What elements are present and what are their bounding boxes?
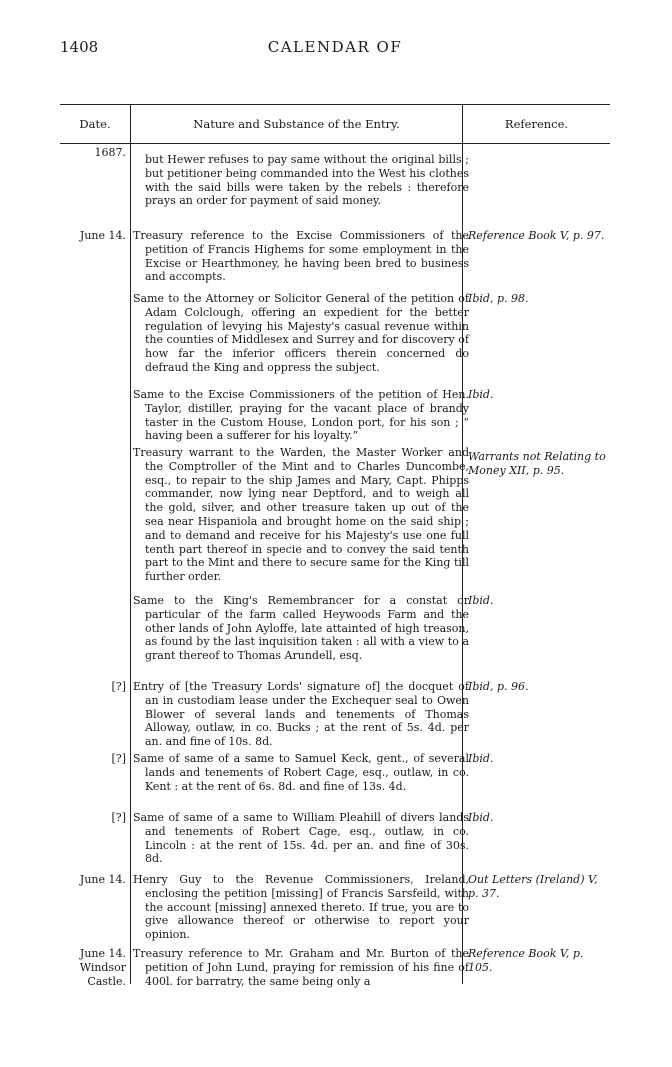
running-title: CALENDAR OF: [267, 38, 403, 56]
entry-text: Same of same of a same to Samuel Keck, gent., of several lands and tenements of Robert Cage, esq., outlaw, in co. Kent : at the rent of 6s. 8d. and fine of 13s. 4d.: [133, 752, 469, 793]
entry-text: Same to the Excise Commissioners of the petition of Hen. Taylor, distiller, praying for the vacant place of brandy taster in the Custom House, London port, for his son ; “ having been a sufferer for his loyalty.”: [133, 388, 469, 443]
entry-reference: Ibid, p. 96.: [468, 680, 529, 693]
entry-text: Treasury reference to the Excise Commissioners of the petition of Francis Highems for some employment in the Excise or Hearthmoney, he having been bred to business and accompts.: [133, 229, 469, 284]
entry-text: Henry Guy to the Revenue Commissioners, Ireland, enclosing the petition [missing] of Francis Sarsfeild, with the account [missing] annexed thereto. If true, you are to give allowance thereof or otherwise to report your opinion.: [133, 873, 469, 942]
entry-date: June 14.: [79, 873, 126, 886]
column-header-date: Date.: [79, 117, 111, 131]
entry-date: 1687.: [94, 146, 126, 159]
table-top-rule: [60, 104, 610, 105]
entry-reference: Ibid.: [468, 811, 494, 824]
column-header-reference: Reference.: [504, 117, 569, 131]
entry-reference: Reference Book V, p. 105.: [468, 947, 584, 974]
page-number: 1408: [60, 38, 99, 56]
entry-text: Treasury warrant to the Warden, the Master Worker and the Comptroller of the Mint and to Charles Duncombe, esq., to repair to the ship James and Mary, Capt. Phipps commander, now lying near Deptford, and to weigh all the gold, silver, and other treasure taken up out of the sea near Hispaniola and brought home on the said ship ; and to demand and receive for his Majesty's use one full tenth part thereof in specie and to convey the said tenth part to the Mint and there to secure same for the King till further order.: [133, 446, 469, 584]
entry-text: Entry of [the Treasury Lords' signature of] the docquet of an in custodiam lease under the Exchequer seal to Owen Blower of several lands and tenements of Thomas Alloway, outlaw, in co. Bucks ; at the rent of 5s. 4d. per an. and fine of 10s. 8d.: [133, 680, 469, 749]
entry-reference: Out Letters (Ireland) V, p. 37.: [468, 873, 598, 900]
entry-date: [?]: [111, 811, 126, 824]
entry-text: Same to the Attorney or Solicitor General of the petition of Adam Colclough, offering an expedient for the better regulation of levying his Majesty's casual revenue within the counties of Middlesex and Surrey and for discovery of how far the inferior officers therein concerned do defraud the King and oppress the subject.: [133, 292, 469, 374]
entry-reference: Warrants not Relating to Money XII, p. 95.: [468, 450, 606, 477]
entry-reference: Ibid, p. 98.: [468, 292, 529, 305]
column-divider: [130, 104, 131, 984]
page-header: [60, 38, 610, 60]
entry-text: Treasury reference to Mr. Graham and Mr. Burton of the petition of John Lund, praying for remission of his fine of 400l. for barratry, the same being only a: [133, 947, 469, 988]
entry-date: [?]: [111, 752, 126, 765]
entry-reference: Ibid.: [468, 594, 494, 607]
entry-date: June 14.: [79, 229, 126, 242]
entry-reference: Ibid.: [468, 388, 494, 401]
column-header-nature: Nature and Substance of the Entry.: [193, 117, 400, 131]
entry-text: but Hewer refuses to pay same without the original bills ; but petitioner being commanded into the West his clothes with the said bills were taken by the rebels : therefore prays an order for payment of said money.: [145, 153, 469, 208]
entry-reference: Ibid.: [468, 752, 494, 765]
entry-reference: Reference Book V, p. 97.: [468, 229, 605, 242]
entry-text: Same of same of a same to William Pleahill of divers lands and tenements of Robert Cage, esq., outlaw, in co. Lincoln : at the rent of 15s. 4d. per an. and fine of 30s. 8d.: [133, 811, 469, 866]
table-header-rule: [60, 143, 610, 144]
entry-text: Same to the King's Remembrancer for a constat or particular of the farm called Heywoods Farm and the other lands of John Ayloffe, late attainted of high treason, as found by the last inquisition taken : all with a view to a grant thereof to Thomas Arundell, esq.: [133, 594, 469, 663]
entry-date: [?]: [111, 680, 126, 693]
entry-date: June 14. Windsor Castle.: [79, 947, 126, 988]
